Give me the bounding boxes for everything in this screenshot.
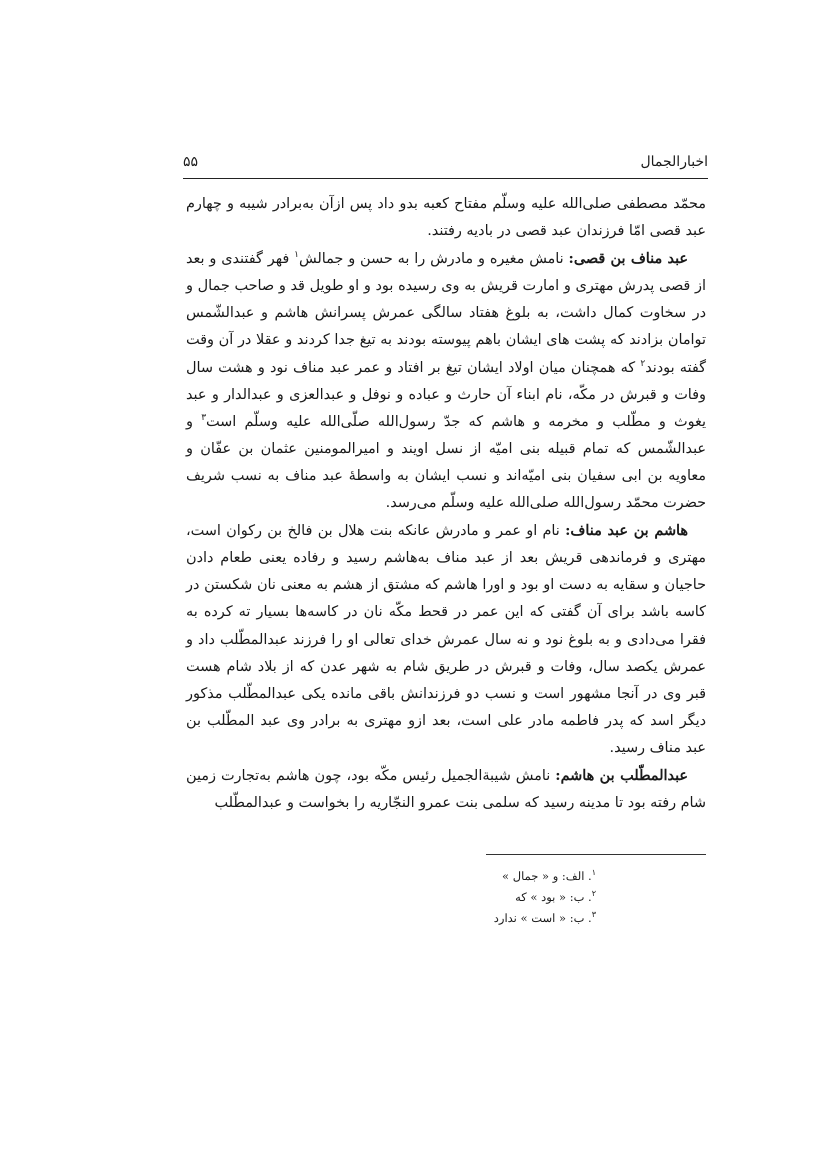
footnote-number: ۱ <box>591 868 596 877</box>
footnotes <box>400 866 596 929</box>
footnote <box>400 887 596 908</box>
footnote-text: . الف: و « جمال » <box>502 869 592 883</box>
footnote-number: ۳ <box>591 910 596 919</box>
paragraph-text: محمّد مصطفی صلی‌الله علیه وسلّم مفتاح کعبه بدو داد پس ازآن به‌برادر شیبه و چهارم عبد قصی امّا فرزندان عبد قصی در بادیه رفتند. <box>186 196 706 240</box>
footnote-rule <box>486 854 706 855</box>
paragraph-text: و عبدالشّمس که تمام قبیله بنی امیّه از نسل اویند و امیرالمومنین عثمان بن عفّان و معاویه بن ابی سفیان بنی امیّه‌اند و نسب ایشان به واسطهٔ عبد مناف به نسب شریف حضرت محمّد رسول‌الله صلی‌الله علیه وسلّم می‌رسد. <box>186 413 706 512</box>
footnote-marker: ۱ <box>294 250 299 261</box>
paragraph-text: نامش مغیره و مادرش را به حسن و جمالش <box>298 251 569 268</box>
footnote-marker: ۲ <box>640 358 646 369</box>
paragraph-text: نامش شیبةالجمیل رئیس مکّه بود، چون هاشم به‌تجارت زمین شام رفته بود تا مدینه رسید که سلمی بنت عمرو النجّاریه را بخواست و عبدالمطّلب <box>186 767 706 812</box>
paragraph-text: که همچنان میان اولاد ایشان تیغ بر افتاد و عمر عبد مناف نود و هشت سال وفات و قبرش در مکّه، نام ابناء آن حارث و عباده و نوفل و عبدالعزی و عبدالدار و عبد یغوث و مطّلب و مخرمه و هاشم که جدّ رسول‌الله صلّی‌الله علیه وسلّم است <box>186 359 706 430</box>
paragraph <box>186 245 706 517</box>
footnote <box>400 866 596 887</box>
body-text <box>186 191 706 817</box>
paragraph <box>186 191 706 245</box>
section-heading: عبد مناف بن قصی: <box>568 250 688 268</box>
section-heading: هاشم بن عبد مناف: <box>565 522 689 540</box>
footnote-marker: ۳ <box>201 412 207 423</box>
paragraph-text: نام او عمر و مادرش عانکه بنت هلال بن فالخ بن رکوان است، مهتری و فرماندهی قریش بعد از عبد مناف به‌هاشم رسید و رفاده یعنی طعام دادن حاجیان و سقایه به دست او بود و اورا هاشم که مشتق از هشم به معنی نان شکستن در کاسه باشد برای آن گفتی که این عمر در قحط مکّه نان در کاسه‌ها بسیار ته کرده به فقرا می‌دادی و به بلوغ نود و نه سال عمرش خدای تعالی او را فرزند عبدالمطّلب داد و عمرش یکصد سال، وفات و قبرش در طریق شام به شهر عدن که از بلاد شام هست قبر وی در آنجا مشهور است و نسب دو فرزندانش باقی مانده یکی عبدالمطّلب مذکور دیگر اسد که پدر فاطمه مادر علی است، بعد ازو مهتری به برادر وی عبد المطّلب بن عبد مناف رسید. <box>186 523 706 756</box>
book-title: اخبارالجمال <box>640 154 708 170</box>
page-number: ۵۵ <box>183 154 199 170</box>
paragraph <box>186 762 706 817</box>
running-header <box>183 152 708 176</box>
header-rule <box>183 178 708 179</box>
footnote-text: . ب: « بود » که <box>515 890 592 904</box>
section-heading: عبدالمطّلب بن هاشم: <box>555 766 688 784</box>
paragraph-text: فهر گفتندی و بعد از قصی پدرش مهتری و امارت قریش به وی رسیده بود و او طویل قد و صاحب جمال و در سخاوت کمال داشت، به بلوغ هفتاد سالگی عمرش پسرانش هاشم و عبدالشّمس توامان بزادند که پشت های ایشان باهم پیوسته بودند به تیغ جدا کردند و عقلا در آن وقت گفته بودند <box>186 251 706 376</box>
paragraph <box>186 517 706 762</box>
footnote <box>400 908 596 929</box>
footnote-number: ۲ <box>591 889 596 898</box>
footnote-text: . ب: « است » ندارد <box>493 911 592 925</box>
